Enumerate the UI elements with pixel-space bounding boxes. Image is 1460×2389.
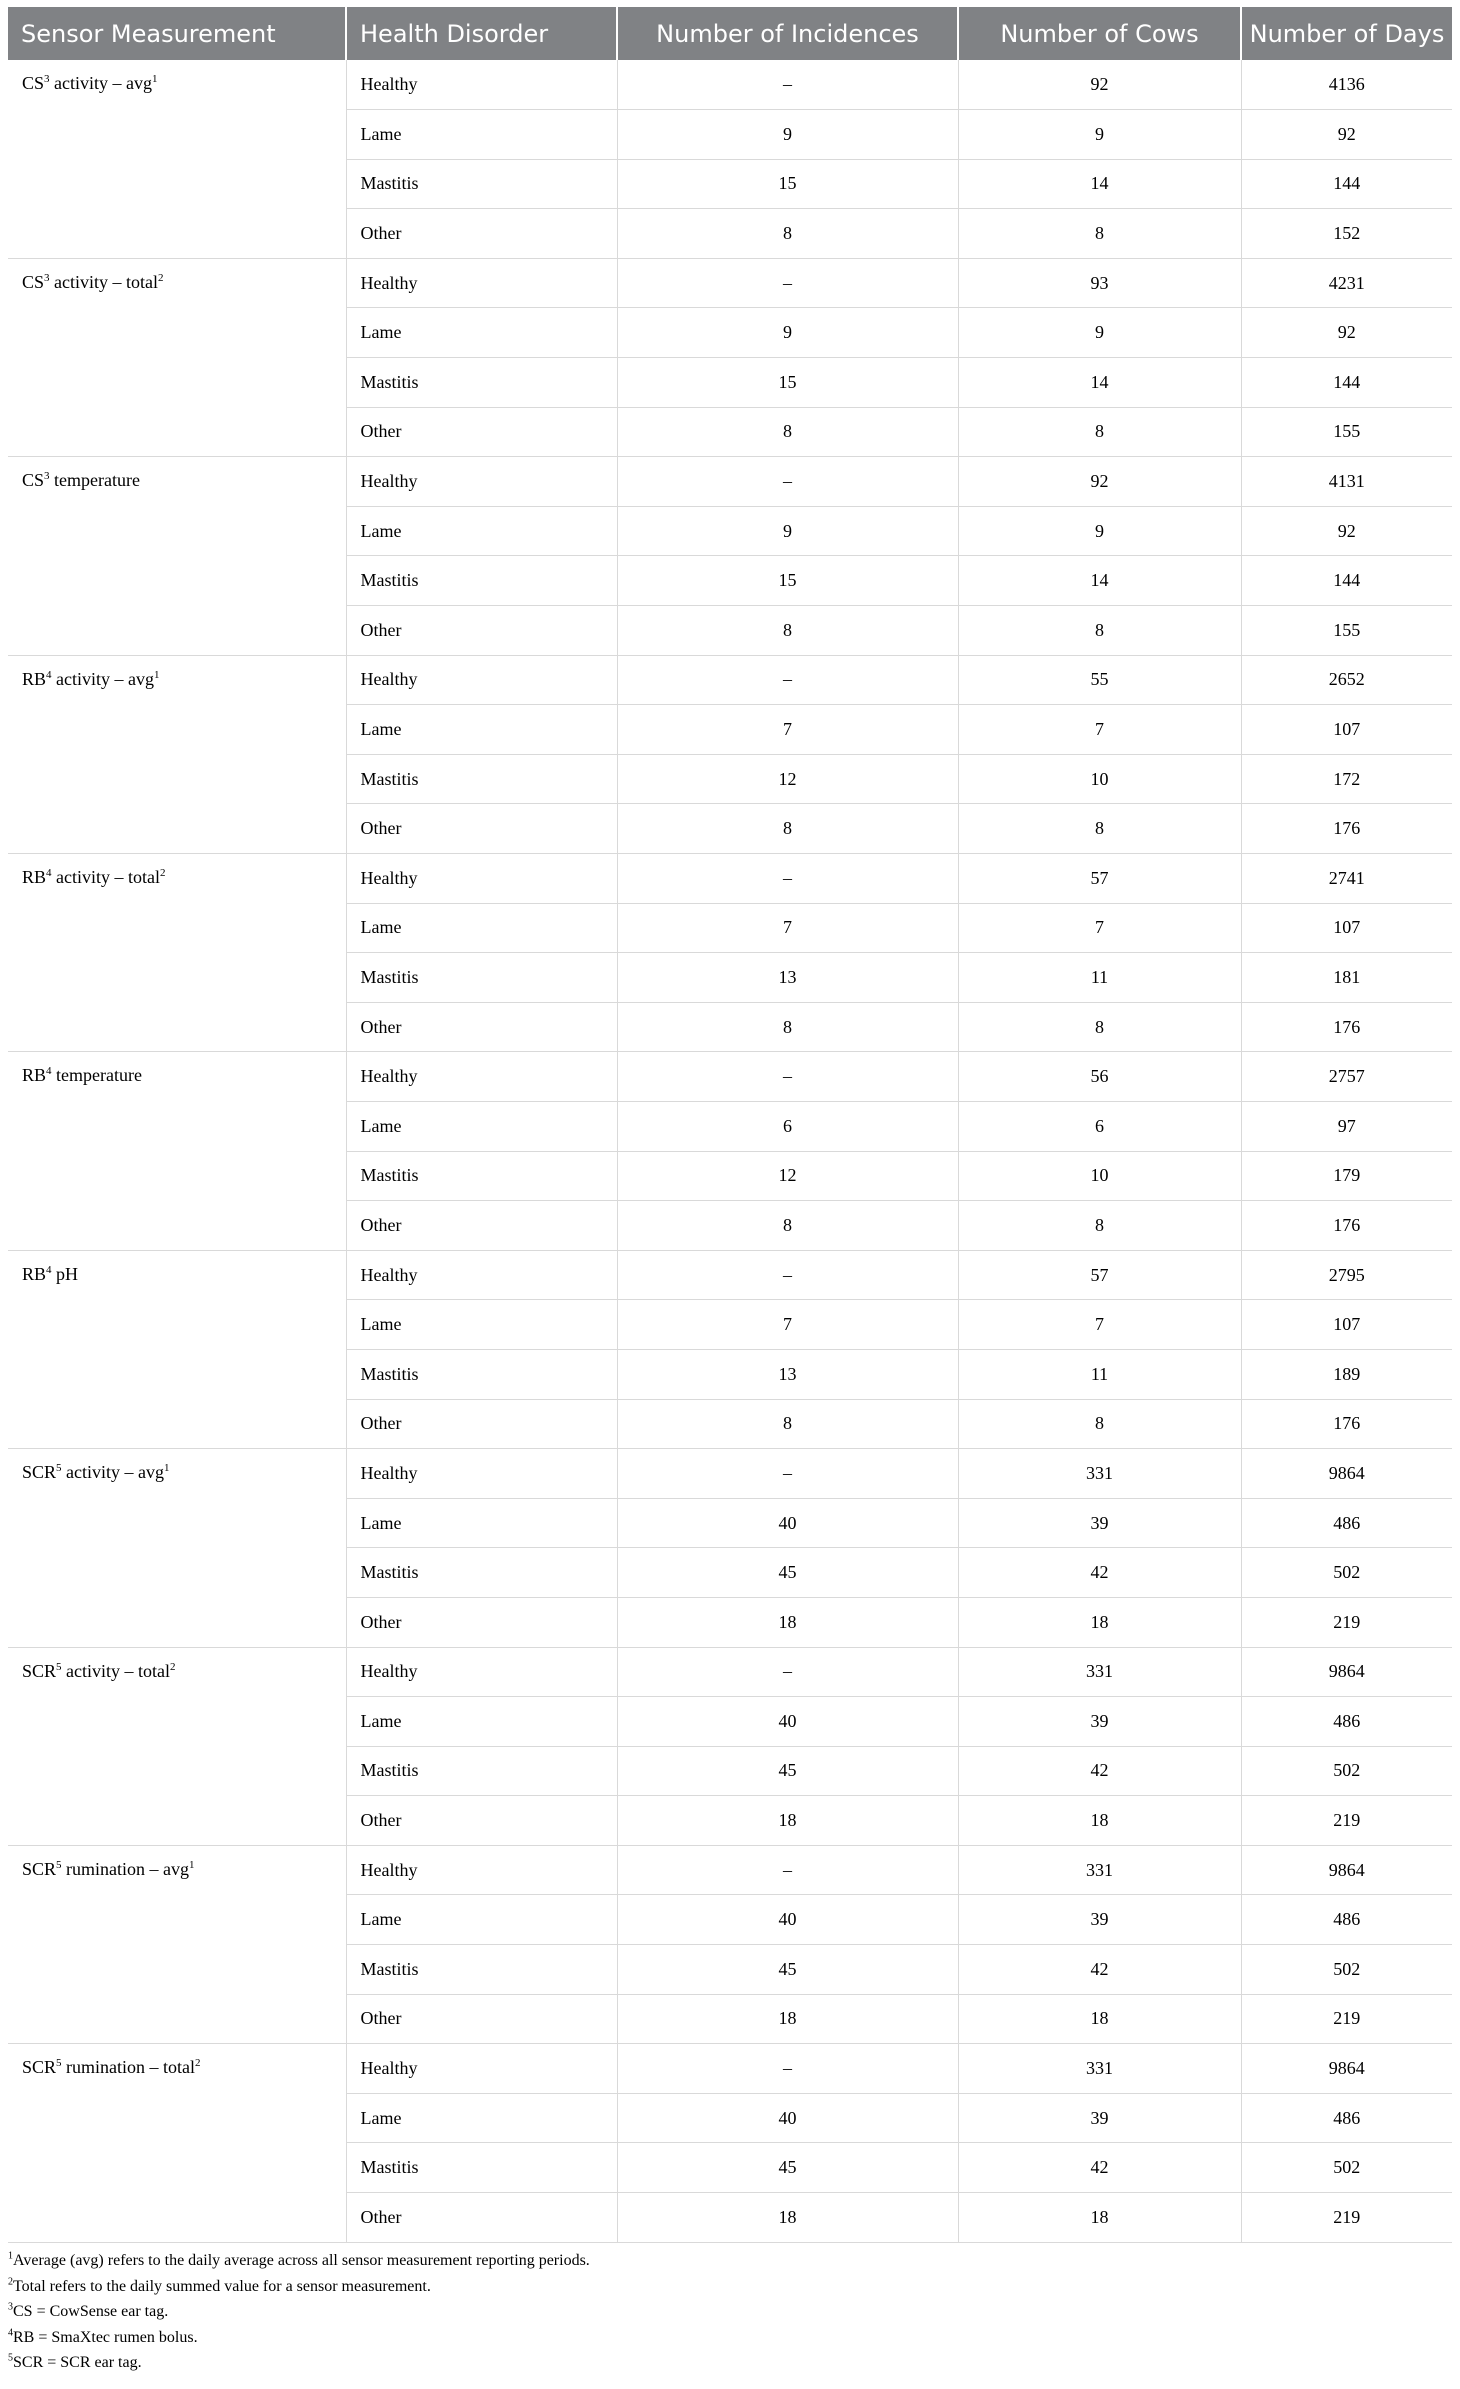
- days-cell: 4136: [1241, 60, 1452, 110]
- sensor-measurement-cell: [8, 655, 346, 853]
- health-disorder-cell: Lame: [346, 1498, 617, 1548]
- footnote-line: [8, 2248, 590, 2274]
- incidences-cell: 15: [617, 159, 958, 209]
- health-disorder-cell: Mastitis: [346, 1945, 617, 1995]
- cows-cell: 9: [958, 308, 1241, 358]
- incidences-cell: –: [617, 457, 958, 507]
- days-cell: 144: [1241, 159, 1452, 209]
- cows-cell: 57: [958, 854, 1241, 904]
- days-cell: 502: [1241, 1945, 1452, 1995]
- incidences-cell: –: [617, 1250, 958, 1300]
- cows-cell: 11: [958, 1349, 1241, 1399]
- incidences-cell: 6: [617, 1101, 958, 1151]
- sensor-measurement-name: activity – total: [61, 1660, 171, 1681]
- sensor-prefix: RB: [22, 867, 47, 887]
- sensor-footnote-ref: 3: [44, 73, 50, 85]
- incidences-cell: –: [617, 854, 958, 904]
- footnote-text: RB = SmaXtec rumen bolus.: [13, 2328, 198, 2346]
- sensor-measurement-cell: [8, 1845, 346, 2043]
- incidences-cell: 18: [617, 1597, 958, 1647]
- incidences-cell: –: [617, 2044, 958, 2094]
- health-disorder-cell: Healthy: [346, 1250, 617, 1300]
- cows-cell: 14: [958, 159, 1241, 209]
- cows-cell: 8: [958, 407, 1241, 457]
- health-disorder-cell: Other: [346, 1002, 617, 1052]
- incidences-cell: 7: [617, 903, 958, 953]
- health-disorder-cell: Mastitis: [346, 1349, 617, 1399]
- sensor-measurement-name: activity – total: [51, 867, 160, 887]
- health-disorder-cell: Mastitis: [346, 1151, 617, 1201]
- measure-footnote-ref: 1: [164, 1462, 170, 1475]
- health-disorder-cell: Other: [346, 1597, 617, 1647]
- measure-footnote-ref: 2: [195, 2057, 201, 2070]
- incidences-cell: 45: [617, 2143, 958, 2193]
- sensor-footnote-ref: 3: [44, 271, 50, 284]
- days-cell: 189: [1241, 1349, 1452, 1399]
- health-disorder-cell: Healthy: [346, 854, 617, 904]
- health-disorder-cell: Mastitis: [346, 1548, 617, 1598]
- days-cell: 9864: [1241, 1449, 1452, 1499]
- sensor-measurement-name: activity – avg: [51, 668, 154, 689]
- health-disorder-cell: Lame: [346, 110, 617, 160]
- data-table: [8, 7, 1452, 2243]
- health-disorder-cell: Healthy: [346, 1449, 617, 1499]
- cows-cell: 92: [958, 60, 1241, 110]
- incidences-cell: 18: [617, 1796, 958, 1846]
- incidences-cell: 9: [617, 110, 958, 160]
- health-disorder-cell: Mastitis: [346, 2143, 617, 2193]
- measure-footnote-ref: 1: [152, 73, 158, 85]
- table-body: [8, 60, 1452, 2242]
- sensor-measurement-cell: [8, 60, 346, 258]
- header-number-of-cows: Number of Cows: [958, 7, 1241, 60]
- health-disorder-cell: Mastitis: [346, 1746, 617, 1796]
- days-cell: 176: [1241, 1399, 1452, 1449]
- cows-cell: 331: [958, 1845, 1241, 1895]
- days-cell: 176: [1241, 804, 1452, 854]
- table-header: [8, 7, 1452, 60]
- table-row: [8, 1052, 1452, 1102]
- incidences-cell: 9: [617, 308, 958, 358]
- cows-cell: 331: [958, 2044, 1241, 2094]
- header-sensor-measurement: Sensor Measurement: [8, 7, 346, 60]
- table-container: [8, 7, 1452, 2243]
- days-cell: 486: [1241, 1895, 1452, 1945]
- table-row: [8, 60, 1452, 110]
- days-cell: 97: [1241, 1101, 1452, 1151]
- header-row: [8, 7, 1452, 60]
- incidences-cell: –: [617, 1647, 958, 1697]
- days-cell: 176: [1241, 1002, 1452, 1052]
- days-cell: 107: [1241, 903, 1452, 953]
- incidences-cell: 18: [617, 1994, 958, 2044]
- cows-cell: 10: [958, 754, 1241, 804]
- incidences-cell: 45: [617, 1548, 958, 1598]
- incidences-cell: 8: [617, 606, 958, 656]
- health-disorder-cell: Lame: [346, 2093, 617, 2143]
- sensor-footnote-ref: 5: [56, 2057, 62, 2070]
- cows-cell: 39: [958, 2093, 1241, 2143]
- health-disorder-cell: Other: [346, 407, 617, 457]
- footnote-text: Average (avg) refers to the daily average across all sensor measurement reporting periods.: [13, 2252, 590, 2269]
- health-disorder-cell: Mastitis: [346, 358, 617, 408]
- footnote-marker: 2: [8, 2276, 13, 2288]
- days-cell: 144: [1241, 358, 1452, 408]
- sensor-measurement-name: rumination – total: [61, 2057, 196, 2078]
- sensor-footnote-ref: 5: [56, 1462, 62, 1475]
- incidences-cell: 40: [617, 1498, 958, 1548]
- sensor-measurement-name: rumination – avg: [61, 1858, 190, 1879]
- sensor-measurement-name: temperature: [49, 470, 140, 491]
- footnote-line: [8, 2350, 590, 2376]
- health-disorder-cell: Other: [346, 2193, 617, 2243]
- cows-cell: 331: [958, 1449, 1241, 1499]
- incidences-cell: 7: [617, 705, 958, 755]
- sensor-measurement-name: activity – avg: [61, 1462, 165, 1483]
- health-disorder-cell: Mastitis: [346, 754, 617, 804]
- sensor-footnote-ref: 5: [56, 1660, 62, 1673]
- header-number-of-days: Number of Days: [1241, 7, 1452, 60]
- days-cell: 179: [1241, 1151, 1452, 1201]
- cows-cell: 8: [958, 804, 1241, 854]
- cows-cell: 42: [958, 1945, 1241, 1995]
- days-cell: 155: [1241, 606, 1452, 656]
- sensor-footnote-ref: 5: [56, 1858, 62, 1871]
- days-cell: 219: [1241, 2193, 1452, 2243]
- health-disorder-cell: Other: [346, 1399, 617, 1449]
- health-disorder-cell: Other: [346, 606, 617, 656]
- sensor-prefix: RB: [22, 1065, 47, 1086]
- sensor-measurement-cell: [8, 457, 346, 655]
- cows-cell: 331: [958, 1647, 1241, 1697]
- incidences-cell: 8: [617, 804, 958, 854]
- health-disorder-cell: Lame: [346, 1101, 617, 1151]
- incidences-cell: 13: [617, 953, 958, 1003]
- footnote-text: Total refers to the daily summed value for a sensor measurement.: [13, 2277, 431, 2295]
- cows-cell: 11: [958, 953, 1241, 1003]
- sensor-prefix: SCR: [22, 1660, 57, 1681]
- days-cell: 176: [1241, 1201, 1452, 1251]
- table-row: [8, 457, 1452, 507]
- health-disorder-cell: Other: [346, 209, 617, 259]
- days-cell: 107: [1241, 705, 1452, 755]
- measure-footnote-ref: 2: [158, 271, 164, 284]
- cows-cell: 9: [958, 506, 1241, 556]
- table-row: [8, 1250, 1452, 1300]
- sensor-measurement-name: temperature: [51, 1065, 142, 1086]
- sensor-footnote-ref: 4: [46, 1263, 52, 1276]
- health-disorder-cell: Healthy: [346, 457, 617, 507]
- header-number-of-incidences: Number of Incidences: [617, 7, 958, 60]
- cows-cell: 42: [958, 1746, 1241, 1796]
- cows-cell: 8: [958, 1399, 1241, 1449]
- incidences-cell: 12: [617, 754, 958, 804]
- health-disorder-cell: Lame: [346, 1697, 617, 1747]
- days-cell: 92: [1241, 110, 1452, 160]
- cows-cell: 39: [958, 1895, 1241, 1945]
- sensor-prefix: CS: [22, 271, 45, 292]
- table-row: [8, 1647, 1452, 1697]
- incidences-cell: 12: [617, 1151, 958, 1201]
- days-cell: 152: [1241, 209, 1452, 259]
- incidences-cell: 40: [617, 1895, 958, 1945]
- days-cell: 2795: [1241, 1250, 1452, 1300]
- cows-cell: 14: [958, 358, 1241, 408]
- health-disorder-cell: Lame: [346, 308, 617, 358]
- cows-cell: 93: [958, 258, 1241, 308]
- sensor-measurement-cell: [8, 258, 346, 456]
- cows-cell: 18: [958, 1796, 1241, 1846]
- incidences-cell: –: [617, 60, 958, 110]
- table-row: [8, 1449, 1452, 1499]
- table-row: [8, 258, 1452, 308]
- cows-cell: 6: [958, 1101, 1241, 1151]
- incidences-cell: 18: [617, 2193, 958, 2243]
- footnote-line: [8, 2274, 590, 2300]
- health-disorder-cell: Healthy: [346, 258, 617, 308]
- health-disorder-cell: Other: [346, 1994, 617, 2044]
- days-cell: 219: [1241, 1994, 1452, 2044]
- health-disorder-cell: Mastitis: [346, 556, 617, 606]
- days-cell: 4131: [1241, 457, 1452, 507]
- incidences-cell: 8: [617, 1399, 958, 1449]
- days-cell: 181: [1241, 953, 1452, 1003]
- days-cell: 92: [1241, 506, 1452, 556]
- measure-footnote-ref: 1: [154, 668, 160, 681]
- health-disorder-cell: Mastitis: [346, 953, 617, 1003]
- sensor-measurement-cell: [8, 1647, 346, 1845]
- days-cell: 107: [1241, 1300, 1452, 1350]
- incidences-cell: 13: [617, 1349, 958, 1399]
- cows-cell: 56: [958, 1052, 1241, 1102]
- incidences-cell: 40: [617, 2093, 958, 2143]
- cows-cell: 9: [958, 110, 1241, 160]
- health-disorder-cell: Lame: [346, 903, 617, 953]
- health-disorder-cell: Healthy: [346, 1052, 617, 1102]
- footnote-line: [8, 2299, 590, 2325]
- sensor-measurement-cell: [8, 1052, 346, 1250]
- sensor-prefix: CS: [22, 470, 45, 491]
- measure-footnote-ref: 2: [160, 867, 166, 879]
- footnotes: [8, 2248, 590, 2376]
- health-disorder-cell: Healthy: [346, 655, 617, 705]
- incidences-cell: 9: [617, 506, 958, 556]
- cows-cell: 8: [958, 606, 1241, 656]
- cows-cell: 42: [958, 1548, 1241, 1598]
- cows-cell: 92: [958, 457, 1241, 507]
- days-cell: 92: [1241, 308, 1452, 358]
- footnote-marker: 4: [8, 2327, 13, 2339]
- table-row: [8, 655, 1452, 705]
- incidences-cell: 8: [617, 407, 958, 457]
- days-cell: 155: [1241, 407, 1452, 457]
- table-row: [8, 1845, 1452, 1895]
- cows-cell: 7: [958, 705, 1241, 755]
- cows-cell: 18: [958, 1994, 1241, 2044]
- days-cell: 4231: [1241, 258, 1452, 308]
- cows-cell: 42: [958, 2143, 1241, 2193]
- incidences-cell: –: [617, 1449, 958, 1499]
- header-health-disorder: Health Disorder: [346, 7, 617, 60]
- health-disorder-cell: Other: [346, 1796, 617, 1846]
- cows-cell: 39: [958, 1498, 1241, 1548]
- days-cell: 502: [1241, 1746, 1452, 1796]
- sensor-footnote-ref: 3: [44, 470, 50, 483]
- days-cell: 502: [1241, 1548, 1452, 1598]
- cows-cell: 57: [958, 1250, 1241, 1300]
- measure-footnote-ref: 2: [170, 1660, 176, 1673]
- sensor-measurement-name: activity – total: [49, 271, 159, 292]
- cows-cell: 8: [958, 1002, 1241, 1052]
- sensor-measurement-cell: [8, 854, 346, 1052]
- cows-cell: 18: [958, 2193, 1241, 2243]
- health-disorder-cell: Healthy: [346, 1647, 617, 1697]
- sensor-prefix: SCR: [22, 2057, 57, 2078]
- health-disorder-cell: Healthy: [346, 2044, 617, 2094]
- table-row: [8, 854, 1452, 904]
- days-cell: 172: [1241, 754, 1452, 804]
- sensor-prefix: RB: [22, 1263, 47, 1284]
- days-cell: 486: [1241, 1498, 1452, 1548]
- sensor-prefix: SCR: [22, 1462, 57, 1483]
- incidences-cell: 40: [617, 1697, 958, 1747]
- cows-cell: 55: [958, 655, 1241, 705]
- cows-cell: 39: [958, 1697, 1241, 1747]
- table-row: [8, 2044, 1452, 2094]
- incidences-cell: 15: [617, 358, 958, 408]
- footnote-text: CS = CowSense ear tag.: [13, 2303, 169, 2320]
- incidences-cell: 8: [617, 1002, 958, 1052]
- health-disorder-cell: Lame: [346, 506, 617, 556]
- sensor-measurement-name: pH: [51, 1263, 79, 1284]
- health-disorder-cell: Lame: [346, 705, 617, 755]
- days-cell: 2652: [1241, 655, 1452, 705]
- health-disorder-cell: Lame: [346, 1895, 617, 1945]
- footnote-text: SCR = SCR ear tag.: [13, 2354, 142, 2371]
- days-cell: 9864: [1241, 1845, 1452, 1895]
- days-cell: 219: [1241, 1597, 1452, 1647]
- incidences-cell: 45: [617, 1746, 958, 1796]
- footnote-line: [8, 2325, 590, 2351]
- sensor-footnote-ref: 4: [46, 668, 52, 681]
- cows-cell: 7: [958, 903, 1241, 953]
- sensor-measurement-cell: [8, 2044, 346, 2242]
- cows-cell: 8: [958, 1201, 1241, 1251]
- incidences-cell: –: [617, 1052, 958, 1102]
- incidences-cell: 8: [617, 1201, 958, 1251]
- sensor-footnote-ref: 4: [46, 867, 52, 879]
- footnote-marker: 1: [8, 2250, 13, 2262]
- sensor-prefix: RB: [22, 668, 47, 689]
- cows-cell: 7: [958, 1300, 1241, 1350]
- health-disorder-cell: Mastitis: [346, 159, 617, 209]
- days-cell: 219: [1241, 1796, 1452, 1846]
- days-cell: 9864: [1241, 2044, 1452, 2094]
- health-disorder-cell: Healthy: [346, 1845, 617, 1895]
- health-disorder-cell: Other: [346, 804, 617, 854]
- health-disorder-cell: Healthy: [346, 60, 617, 110]
- days-cell: 144: [1241, 556, 1452, 606]
- incidences-cell: –: [617, 655, 958, 705]
- incidences-cell: 8: [617, 209, 958, 259]
- cows-cell: 14: [958, 556, 1241, 606]
- days-cell: 9864: [1241, 1647, 1452, 1697]
- sensor-footnote-ref: 4: [46, 1065, 52, 1078]
- days-cell: 502: [1241, 2143, 1452, 2193]
- incidences-cell: –: [617, 1845, 958, 1895]
- sensor-measurement-cell: [8, 1449, 346, 1647]
- incidences-cell: 45: [617, 1945, 958, 1995]
- incidences-cell: –: [617, 258, 958, 308]
- incidences-cell: 7: [617, 1300, 958, 1350]
- days-cell: 486: [1241, 1697, 1452, 1747]
- sensor-measurement-name: activity – avg: [49, 73, 153, 93]
- sensor-prefix: CS: [22, 73, 45, 93]
- incidences-cell: 15: [617, 556, 958, 606]
- health-disorder-cell: Other: [346, 1201, 617, 1251]
- days-cell: 486: [1241, 2093, 1452, 2143]
- days-cell: 2757: [1241, 1052, 1452, 1102]
- days-cell: 2741: [1241, 854, 1452, 904]
- health-disorder-cell: Lame: [346, 1300, 617, 1350]
- cows-cell: 18: [958, 1597, 1241, 1647]
- sensor-measurement-cell: [8, 1250, 346, 1448]
- cows-cell: 8: [958, 209, 1241, 259]
- measure-footnote-ref: 1: [189, 1858, 195, 1871]
- cows-cell: 10: [958, 1151, 1241, 1201]
- footnote-marker: 3: [8, 2301, 13, 2313]
- footnote-marker: 5: [8, 2352, 13, 2364]
- sensor-prefix: SCR: [22, 1858, 57, 1879]
